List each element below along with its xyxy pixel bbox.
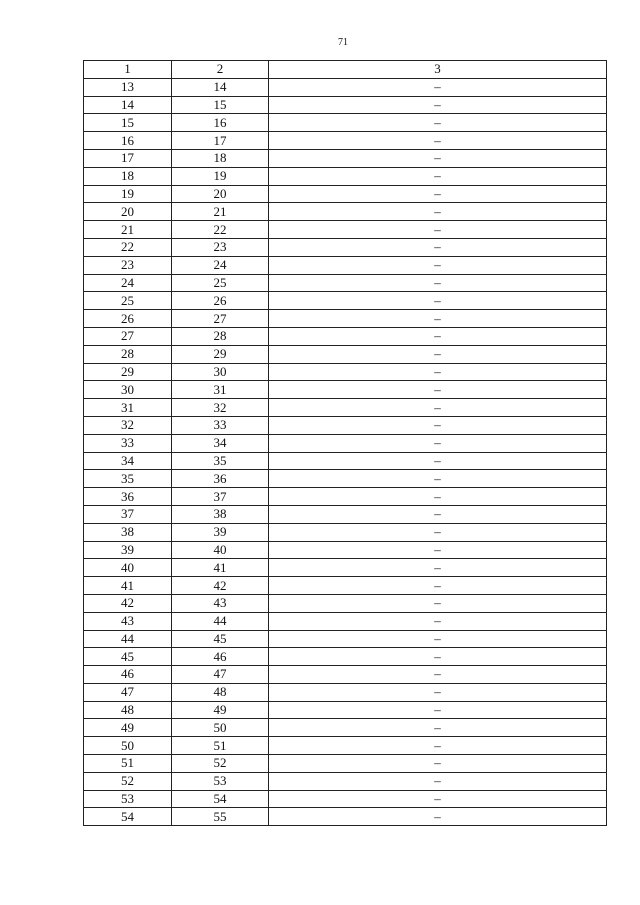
- table-row: [84, 488, 607, 506]
- table-row: [84, 719, 607, 737]
- table-cell-col-2: 21: [172, 203, 269, 221]
- header-cell-3: 3: [269, 61, 607, 79]
- table-cell-col-3: –: [269, 221, 607, 239]
- header-cell-1: 1: [84, 61, 172, 79]
- table-row: [84, 577, 607, 595]
- table-cell-col-1: 33: [84, 434, 172, 452]
- table-cell-col-1: 25: [84, 292, 172, 310]
- table-cell-col-3: –: [269, 790, 607, 808]
- table-row: [84, 434, 607, 452]
- table-row: [84, 274, 607, 292]
- table-cell-col-2: 42: [172, 577, 269, 595]
- table-cell-col-2: 19: [172, 167, 269, 185]
- table-cell-col-2: 33: [172, 416, 269, 434]
- table-cell-col-3: –: [269, 132, 607, 150]
- table-cell-col-3: –: [269, 434, 607, 452]
- table-cell-col-3: –: [269, 577, 607, 595]
- table-cell-col-1: 26: [84, 310, 172, 328]
- table-cell-col-3: –: [269, 523, 607, 541]
- table-cell-col-3: –: [269, 185, 607, 203]
- table-row: [84, 648, 607, 666]
- table-cell-col-1: 41: [84, 577, 172, 595]
- table-cell-col-1: 23: [84, 256, 172, 274]
- table-cell-col-2: 43: [172, 594, 269, 612]
- table-cell-col-2: 17: [172, 132, 269, 150]
- table-cell-col-1: 22: [84, 238, 172, 256]
- table-cell-col-2: 24: [172, 256, 269, 274]
- table-cell-col-3: –: [269, 630, 607, 648]
- table-cell-col-1: 48: [84, 701, 172, 719]
- table-cell-col-2: 20: [172, 185, 269, 203]
- table-cell-col-3: –: [269, 149, 607, 167]
- table-cell-col-2: 44: [172, 612, 269, 630]
- table-cell-col-1: 54: [84, 808, 172, 826]
- table-cell-col-3: –: [269, 701, 607, 719]
- table-cell-col-1: 46: [84, 666, 172, 684]
- table-cell-col-2: 51: [172, 737, 269, 755]
- table-cell-col-1: 35: [84, 470, 172, 488]
- table-cell-col-2: 23: [172, 238, 269, 256]
- table-row: [84, 683, 607, 701]
- table-row: [84, 452, 607, 470]
- table-row: [84, 327, 607, 345]
- table-cell-col-3: –: [269, 683, 607, 701]
- table-row: [84, 238, 607, 256]
- table-row: [84, 505, 607, 523]
- table-cell-col-3: –: [269, 666, 607, 684]
- table-row: [84, 737, 607, 755]
- table-row: [84, 470, 607, 488]
- table-cell-col-1: 49: [84, 719, 172, 737]
- table-cell-col-3: –: [269, 345, 607, 363]
- table-cell-col-2: 29: [172, 345, 269, 363]
- table-cell-col-2: 38: [172, 505, 269, 523]
- table-row: [84, 541, 607, 559]
- table-body: [84, 61, 607, 826]
- table-cell-col-3: –: [269, 737, 607, 755]
- header-cell-2: 2: [172, 61, 269, 79]
- table-cell-col-2: 37: [172, 488, 269, 506]
- table-cell-col-2: 26: [172, 292, 269, 310]
- page-number: 71: [338, 37, 348, 48]
- table-cell-col-3: –: [269, 648, 607, 666]
- table-cell-col-1: 53: [84, 790, 172, 808]
- table-cell-col-3: –: [269, 808, 607, 826]
- table-cell-col-1: 44: [84, 630, 172, 648]
- table-cell-col-3: –: [269, 755, 607, 773]
- table-cell-col-3: –: [269, 594, 607, 612]
- table-cell-col-3: –: [269, 505, 607, 523]
- table-cell-col-3: –: [269, 114, 607, 132]
- table-row: [84, 594, 607, 612]
- table-row: [84, 381, 607, 399]
- table-row: [84, 132, 607, 150]
- table-cell-col-2: 50: [172, 719, 269, 737]
- table-cell-col-1: 28: [84, 345, 172, 363]
- table-row: [84, 399, 607, 417]
- table-row: [84, 701, 607, 719]
- table-cell-col-1: 31: [84, 399, 172, 417]
- table-cell-col-3: –: [269, 238, 607, 256]
- table-row: [84, 78, 607, 96]
- table-cell-col-2: 40: [172, 541, 269, 559]
- table-cell-col-3: –: [269, 167, 607, 185]
- table-cell-col-2: 28: [172, 327, 269, 345]
- table-cell-col-1: 18: [84, 167, 172, 185]
- table-cell-col-1: 45: [84, 648, 172, 666]
- table-cell-col-1: 17: [84, 149, 172, 167]
- table-row: [84, 612, 607, 630]
- table-cell-col-3: –: [269, 719, 607, 737]
- table-cell-col-1: 42: [84, 594, 172, 612]
- table-cell-col-2: 54: [172, 790, 269, 808]
- table-row: [84, 310, 607, 328]
- table-cell-col-1: 14: [84, 96, 172, 114]
- table-row: [84, 755, 607, 773]
- table-row: [84, 167, 607, 185]
- table-cell-col-2: 45: [172, 630, 269, 648]
- table-cell-col-3: –: [269, 772, 607, 790]
- table-row: [84, 772, 607, 790]
- table-cell-col-2: 35: [172, 452, 269, 470]
- table-cell-col-2: 30: [172, 363, 269, 381]
- table-cell-col-2: 22: [172, 221, 269, 239]
- table-row: [84, 185, 607, 203]
- table-row: [84, 363, 607, 381]
- table-row: [84, 292, 607, 310]
- table-cell-col-1: 37: [84, 505, 172, 523]
- table-cell-col-1: 40: [84, 559, 172, 577]
- table-cell-col-1: 19: [84, 185, 172, 203]
- table-cell-col-3: –: [269, 470, 607, 488]
- table-cell-col-1: 21: [84, 221, 172, 239]
- table-cell-col-1: 27: [84, 327, 172, 345]
- table-cell-col-2: 49: [172, 701, 269, 719]
- table-cell-col-1: 50: [84, 737, 172, 755]
- table-cell-col-3: –: [269, 78, 607, 96]
- table-cell-col-1: 15: [84, 114, 172, 132]
- table-cell-col-1: 29: [84, 363, 172, 381]
- table-cell-col-1: 30: [84, 381, 172, 399]
- table-cell-col-3: –: [269, 327, 607, 345]
- table-cell-col-1: 43: [84, 612, 172, 630]
- table-cell-col-1: 39: [84, 541, 172, 559]
- table-row: [84, 630, 607, 648]
- table-cell-col-2: 16: [172, 114, 269, 132]
- table-cell-col-1: 16: [84, 132, 172, 150]
- table-cell-col-3: –: [269, 96, 607, 114]
- table-cell-col-1: 32: [84, 416, 172, 434]
- table-cell-col-3: –: [269, 381, 607, 399]
- table-cell-col-1: 47: [84, 683, 172, 701]
- table-cell-col-2: 39: [172, 523, 269, 541]
- table-cell-col-3: –: [269, 416, 607, 434]
- table-cell-col-2: 32: [172, 399, 269, 417]
- table-row: [84, 345, 607, 363]
- table-cell-col-1: 13: [84, 78, 172, 96]
- table-cell-col-1: 36: [84, 488, 172, 506]
- table-cell-col-1: 34: [84, 452, 172, 470]
- table-row: [84, 666, 607, 684]
- table-cell-col-2: 14: [172, 78, 269, 96]
- table-cell-col-1: 38: [84, 523, 172, 541]
- table-row: [84, 149, 607, 167]
- table-cell-col-1: 24: [84, 274, 172, 292]
- table-row: [84, 114, 607, 132]
- table-cell-col-2: 53: [172, 772, 269, 790]
- table-cell-col-1: 52: [84, 772, 172, 790]
- table-row: [84, 203, 607, 221]
- table-cell-col-3: –: [269, 612, 607, 630]
- table-row: [84, 96, 607, 114]
- table-cell-col-2: 52: [172, 755, 269, 773]
- table-cell-col-3: –: [269, 256, 607, 274]
- table-row: [84, 523, 607, 541]
- table-cell-col-3: –: [269, 274, 607, 292]
- table-row: [84, 559, 607, 577]
- table-cell-col-2: 15: [172, 96, 269, 114]
- table-cell-col-2: 18: [172, 149, 269, 167]
- table-cell-col-3: –: [269, 559, 607, 577]
- table-cell-col-3: –: [269, 363, 607, 381]
- table-cell-col-2: 47: [172, 666, 269, 684]
- table-cell-col-2: 36: [172, 470, 269, 488]
- table-cell-col-3: –: [269, 452, 607, 470]
- table-cell-col-2: 31: [172, 381, 269, 399]
- table-cell-col-2: 55: [172, 808, 269, 826]
- table-header-row: [84, 61, 607, 79]
- table-cell-col-3: –: [269, 292, 607, 310]
- table-row: [84, 808, 607, 826]
- table-cell-col-3: –: [269, 488, 607, 506]
- table-cell-col-2: 27: [172, 310, 269, 328]
- table-cell-col-3: –: [269, 310, 607, 328]
- table-cell-col-3: –: [269, 203, 607, 221]
- table-cell-col-2: 34: [172, 434, 269, 452]
- table-cell-col-2: 25: [172, 274, 269, 292]
- table-row: [84, 790, 607, 808]
- table-cell-col-1: 20: [84, 203, 172, 221]
- table-row: [84, 221, 607, 239]
- table-cell-col-3: –: [269, 541, 607, 559]
- table-row: [84, 256, 607, 274]
- table-cell-col-2: 46: [172, 648, 269, 666]
- data-table: [83, 60, 607, 826]
- table-cell-col-2: 48: [172, 683, 269, 701]
- table-row: [84, 416, 607, 434]
- table-cell-col-2: 41: [172, 559, 269, 577]
- table-cell-col-3: –: [269, 399, 607, 417]
- table-cell-col-1: 51: [84, 755, 172, 773]
